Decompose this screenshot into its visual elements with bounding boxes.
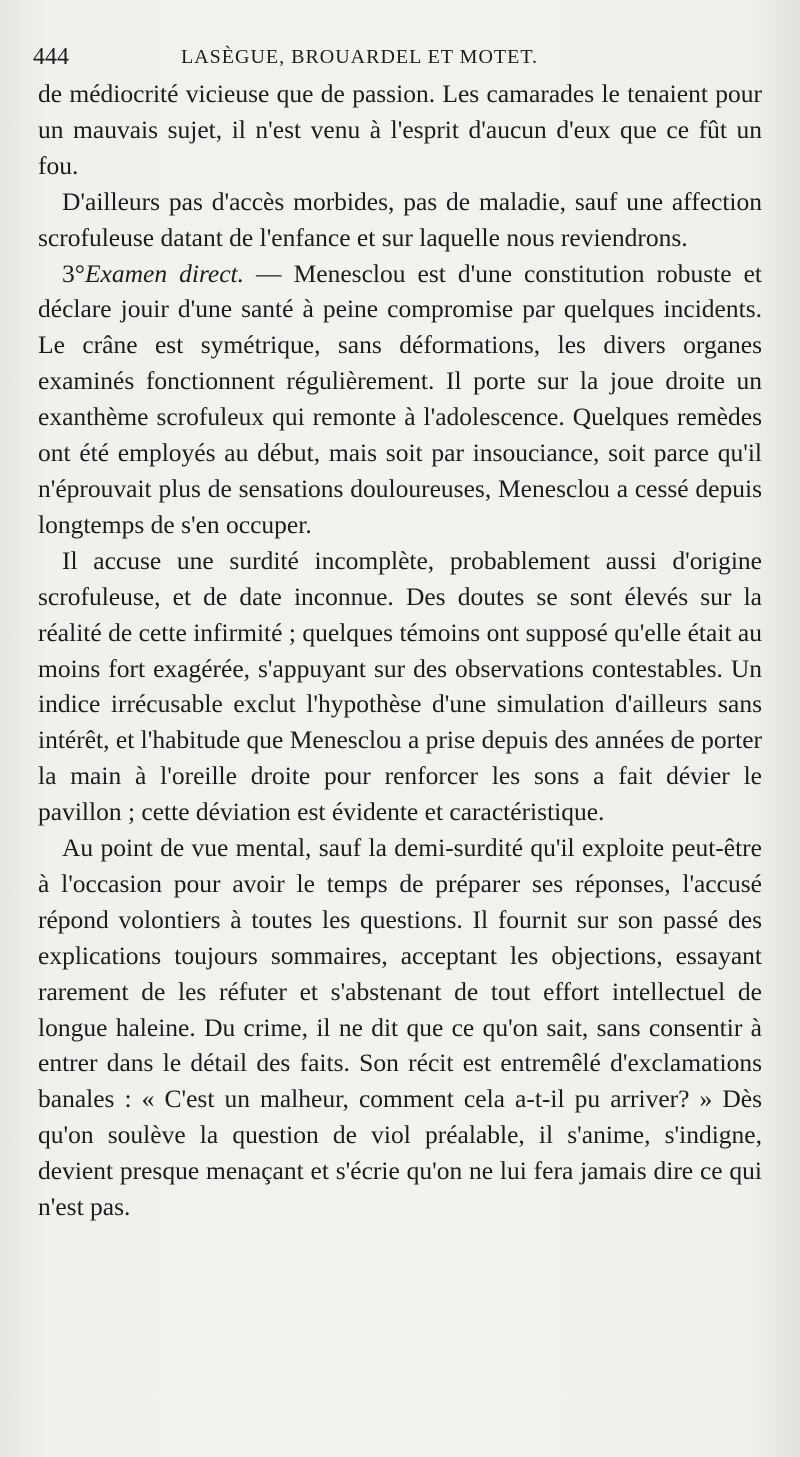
paragraph	[38, 830, 762, 1225]
paragraph	[38, 543, 762, 830]
page-header	[33, 40, 763, 74]
paragraph	[38, 256, 762, 543]
paragraph-text: de médiocrité vicieuse que de passion. Les camarades le tenaient pour un mauvais sujet, il n'est venu à l'esprit d'aucun d'eux que ce fût un fou.	[38, 79, 762, 180]
body-text	[38, 76, 762, 1225]
section-heading: Examen direct.	[84, 258, 245, 288]
paragraph-text: Au point de vue mental, sauf la demi-surdité qu'il exploite peut-être à l'occasion pour avoir le temps de préparer ses réponses, l'accusé répond volontiers à toutes les questions. Il fournit sur son passé des explications toujours sommaires, acceptant les objections, essayant rarement de les réfuter et s'abstenant de tout effort intellectuel de longue haleine. Du crime, il ne dit que ce qu'on sait, sans consentir à entrer dans le détail des faits. Son récit est entremêlé d'exclamations banales : « C'est un malheur, comment cela a-t-il pu arriver? » Dès qu'on soulève la question de viol préalable, il s'anime, s'indigne, devient presque menaçant et s'écrie qu'on ne lui fera jamais dire ce qui n'est pas.	[38, 833, 762, 1222]
running-head: LASÈGUE, BROUARDEL ET MOTET.	[181, 46, 539, 68]
section-number: 3°	[62, 258, 85, 288]
page-number: 444	[33, 44, 69, 70]
paragraph	[38, 76, 762, 184]
paragraph-text: — Menesclou est d'une constitution robuste et déclare jouir d'une santé à peine compromise par quelques incidents. Le crâne est symétrique, sans déformations, les divers organes examinés fonctionnent régulièrement. Il porte sur la joue droite un exanthème scrofuleux qui remonte à l'adolescence. Quelques remèdes ont été employés au début, mais soit par insouciance, soit parce qu'il n'éprouvait plus de sensations douloureuses, Menesclou a cessé depuis longtemps de s'en occuper.	[38, 258, 762, 539]
paragraph	[38, 184, 762, 256]
paragraph-text: Il accuse une surdité incomplète, probablement aussi d'origine scrofuleuse, et de date inconnue. Des doutes se sont élevés sur la réalité de cette infirmité ; quelques témoins ont supposé qu'elle était au moins fort exagérée, s'appuyant sur des observations contestables. Un indice irrécusable exclut l'hypothèse d'une simulation d'ailleurs sans intérêt, et l'habitude que Menesclou a prise depuis des années de porter la main à l'oreille droite pour renforcer les sons a fait dévier le pavillon ; cette déviation est évidente et caractéristique.	[38, 545, 763, 827]
paragraph-text: D'ailleurs pas d'accès morbides, pas de maladie, sauf une affection scrofuleuse datant de l'enfance et sur laquelle nous reviendrons.	[38, 186, 762, 252]
